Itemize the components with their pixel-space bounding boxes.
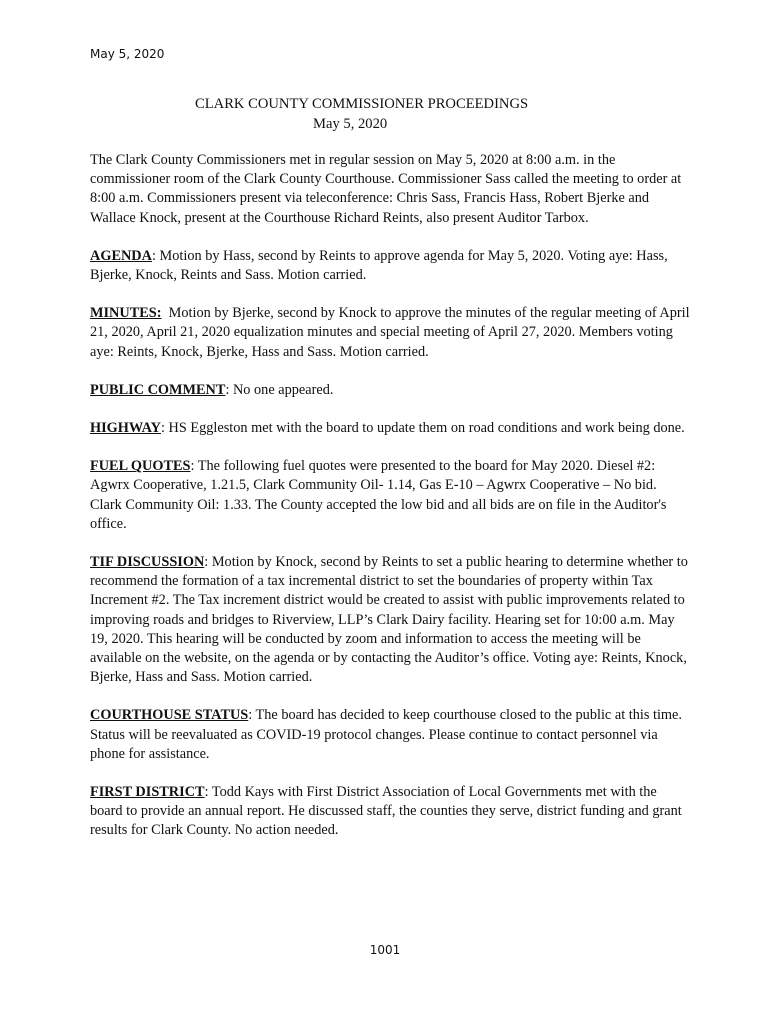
highway-heading: HIGHWAY	[90, 420, 161, 437]
first-district-heading: FIRST DISTRICT	[90, 784, 205, 801]
fuel-quotes-text: : The following fuel quotes were presented to the board for May 2020. Diesel #2: Agwrx Cooperative, 1.21.5, Clark Community Oil- 1.14, Gas E-10 – Agwrx Cooperative – No bid. Clark Community Oil: 1.33. The County accepted the low bid and all bids are on file in the Auditor's office.	[90, 458, 667, 532]
agenda-text: : Motion by Hass, second by Reints to approve agenda for May 5, 2020. Voting aye: Hass, Bjerke, Knock, Reints and Sass. Motion carried.	[90, 247, 668, 284]
minutes-heading: MINUTES:	[90, 305, 162, 322]
first-district-text: : Todd Kays with First District Association of Local Governments met with the board to provide an annual report. He discussed staff, the counties they serve, district funding and grant results for Clark County. No action needed.	[90, 784, 682, 839]
public-comment-text: : No one appeared.	[225, 381, 334, 398]
intro-paragraph: The Clark County Commissioners met in regular session on May 5, 2020 at 8:00 a.m. in the commissioner room of the Clark County Courthouse. Commissioner Sass called the meeting to order at 8:00 a.m. Commissioners present via teleconference: Chris Sass, Francis Hass, Robert Bjerke and Wallace Knock, present at the Courthouse Richard Reints, also present Auditor Tarbox.	[90, 152, 682, 226]
minutes-text: Motion by Bjerke, second by Knock to approve the minutes of the regular meeting of April 21, 2020, April 21, 2020 equalization minutes and special meeting of April 27, 2020. Members voting aye: Reints, Knock, Bjerke, Hass and Sass. Motion carried.	[90, 305, 694, 360]
tif-discussion-text: : Motion by Knock, second by Reints to set a public hearing to determine whether to recommend the formation of a tax incremental district to set the boundaries of property within Tax Increment #2. The Tax increment district would be created to assist with public improvements related to improving roads and bridges to Riverview, LLP’s Clark Dairy facility. Hearing set for 10:00 a.m. May 19, 2020. This hearing will be conducted by zoom and information to access the meeting will be available on the website, on the agenda or by contacting the Auditor’s office. Voting aye: Reints, Knock, Bjerke, Hass and Sass. Motion carried.	[90, 554, 688, 686]
public-comment-section	[90, 381, 690, 400]
courthouse-status-section	[90, 706, 690, 764]
courthouse-status-heading: COURTHOUSE STATUS	[90, 707, 249, 724]
document-title	[90, 94, 650, 134]
header-date: May 5, 2020	[90, 47, 165, 61]
public-comment-heading: PUBLIC COMMENT	[90, 381, 226, 398]
document-body	[90, 151, 694, 860]
highway-text: : HS Eggleston met with the board to update them on road conditions and work being done.	[160, 420, 685, 437]
title-date: May 5, 2020	[313, 116, 388, 132]
highway-section	[90, 419, 690, 438]
fuel-quotes-section	[90, 457, 690, 534]
courthouse-status-text: : The board has decided to keep courthouse closed to the public at this time. Status will be reevaluated as COVID-19 protocol changes. Please continue to contact personnel via phone for assistance.	[90, 707, 682, 762]
agenda-section	[90, 247, 690, 285]
agenda-heading: AGENDA	[90, 247, 152, 264]
tif-discussion-heading: TIF DISCUSSION	[90, 554, 205, 571]
page-number: 1001	[369, 943, 401, 957]
tif-discussion-section	[90, 553, 690, 687]
fuel-quotes-heading: FUEL QUOTES	[90, 458, 191, 475]
first-district-section	[90, 783, 690, 841]
title-line: CLARK COUNTY COMMISSIONER PROCEEDINGS	[195, 96, 529, 112]
minutes-section	[90, 304, 694, 362]
